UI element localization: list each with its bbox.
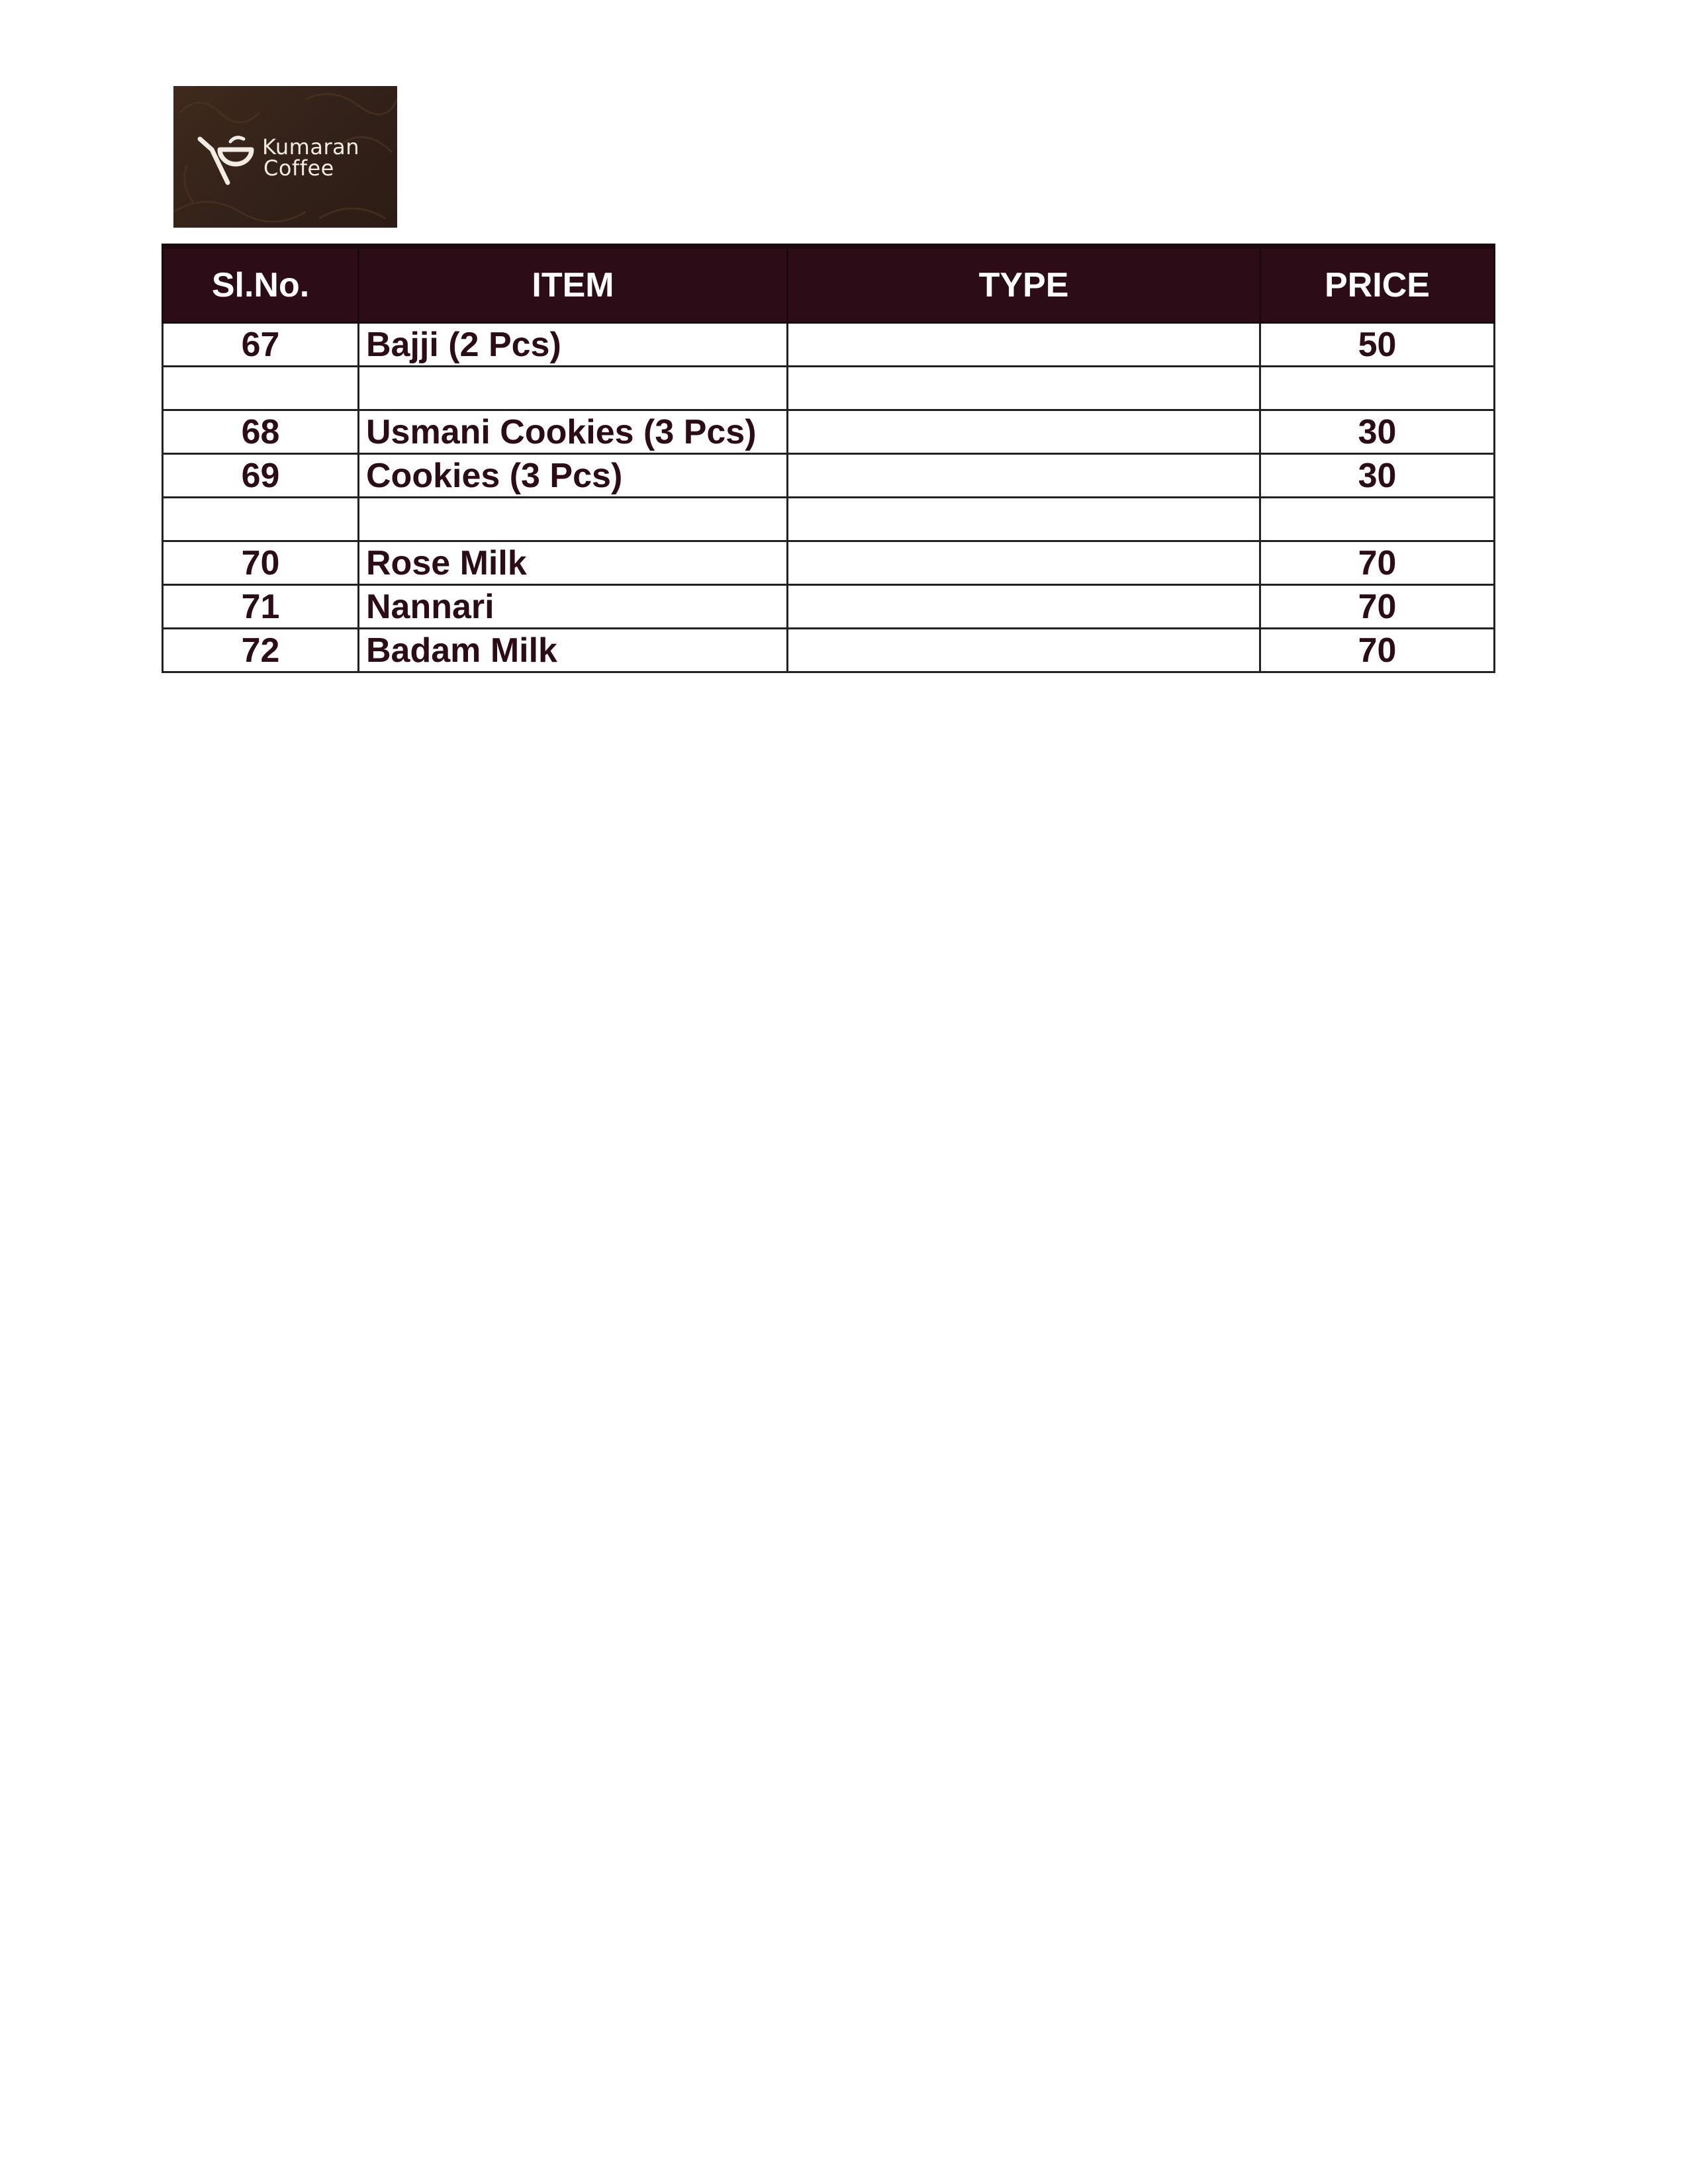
menu-price-table [162,244,1495,673]
cell-type [788,498,1260,541]
cell-price: 70 [1260,629,1495,672]
cell-type [788,410,1260,454]
cell-sl-no [163,498,359,541]
table-row [163,410,1495,454]
cell-price: 30 [1260,410,1495,454]
table-row [163,498,1495,541]
brand-logo [173,86,397,228]
cell-sl-no: 71 [163,585,359,629]
table-row [163,629,1495,672]
cell-sl-no: 67 [163,323,359,367]
cell-sl-no: 72 [163,629,359,672]
table-row [163,367,1495,410]
cell-item: Badam Milk [359,629,788,672]
cell-item [359,498,788,541]
cell-price: 50 [1260,323,1495,367]
cell-item: Bajji (2 Pcs) [359,323,788,367]
cell-type [788,541,1260,585]
table-row [163,454,1495,498]
cell-price: 30 [1260,454,1495,498]
cell-type [788,585,1260,629]
logo-text-line-2: Coffee [263,156,334,181]
coffee-cup-logo-icon [197,130,257,189]
cell-sl-no: 69 [163,454,359,498]
cell-price: 70 [1260,585,1495,629]
table-row [163,323,1495,367]
cell-type [788,367,1260,410]
cell-item: Nannari [359,585,788,629]
header-sl-no: Sl.No. [163,246,359,323]
cell-price [1260,367,1495,410]
header-type: TYPE [788,246,1260,323]
header-item: ITEM [359,246,788,323]
cell-price [1260,498,1495,541]
cell-sl-no [163,367,359,410]
cell-type [788,454,1260,498]
logo-text-line-1: Kumaran [262,134,359,159]
table-header-row [163,246,1495,323]
header-price: PRICE [1260,246,1495,323]
cell-item: Rose Milk [359,541,788,585]
cell-item: Cookies (3 Pcs) [359,454,788,498]
cell-price: 70 [1260,541,1495,585]
cell-sl-no: 70 [163,541,359,585]
cell-item: Usmani Cookies (3 Pcs) [359,410,788,454]
table-row [163,541,1495,585]
cell-type [788,323,1260,367]
cell-item [359,367,788,410]
cell-type [788,629,1260,672]
table-row [163,585,1495,629]
cell-sl-no: 68 [163,410,359,454]
